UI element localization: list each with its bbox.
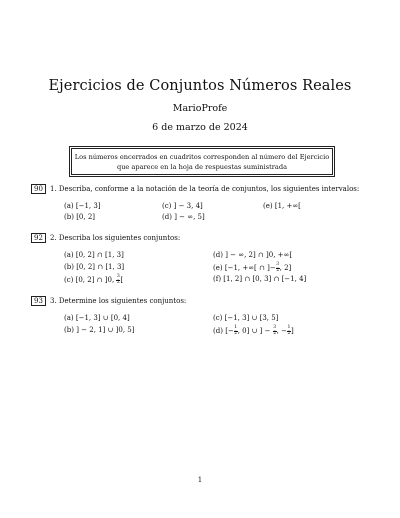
option-expression-end: [ — [120, 276, 124, 285]
fraction-numerator: 3 — [276, 262, 280, 267]
exercise-3-text: 3. Determine los siguientes conjuntos: — [50, 297, 187, 305]
option-expression: [−1, 3] ∪ [0, 4] — [75, 314, 130, 322]
option-expression: [−1, 3] ∪ [3, 5] — [224, 314, 279, 322]
option-label: (c) — [162, 202, 172, 210]
exercise-1-text: 1. Describa, conforme a la notación de la teoría de conjuntos, los siguientes intervalos: — [50, 185, 360, 193]
option-label: (b) — [64, 263, 74, 271]
fraction-denominator: 2 — [234, 330, 238, 336]
option-expression-start: [0, 2] ∩ ]0, — [75, 276, 117, 285]
exercise-1-option-d — [162, 213, 205, 221]
exercise-2-option-e — [213, 263, 291, 273]
document-date: 6 de marzo de 2024 — [152, 122, 248, 133]
exercise-1-box-number: 90 — [31, 184, 46, 194]
exercise-3-option-a — [64, 314, 130, 322]
exercise-3-box-number: 93 — [31, 296, 46, 306]
option-label: (b) — [64, 326, 74, 334]
option-expression: [0, 2] — [76, 213, 96, 221]
exercise-1-option-e — [263, 202, 301, 210]
fraction-numerator: 1 — [287, 325, 291, 330]
option-label: (e) — [263, 202, 273, 210]
exercise-2-box-number: 92 — [31, 233, 46, 243]
option-label: (f) — [213, 275, 222, 283]
notice-line-2: que aparece en la hoja de respuestas suministrada — [116, 163, 288, 171]
option-label: (b) — [64, 213, 74, 221]
option-expression-start: [−1, +∞[ ∩ ]− — [224, 264, 276, 273]
option-expression-end: , 2] — [279, 264, 292, 273]
option-expression: ] − ∞, 5] — [174, 213, 205, 221]
exercise-2-option-d — [213, 251, 292, 259]
fraction-denominator: 2 — [276, 267, 280, 273]
fraction-denominator: 2 — [287, 330, 291, 336]
option-label: (d) — [213, 327, 223, 336]
exercise-2-option-b — [64, 263, 124, 271]
option-expression: [1, 2] ∩ [0, 3] ∩ [−1, 4] — [223, 275, 307, 283]
option-label: (d) — [213, 251, 223, 259]
option-expression: ] − ∞, 2] ∩ ]0, +∞[ — [225, 251, 293, 259]
fraction-numerator: 1 — [234, 325, 238, 330]
exercise-1-option-b — [64, 213, 95, 221]
option-expression-start: [− — [225, 327, 234, 336]
exercise-1-option-a — [64, 202, 101, 210]
fraction-numerator: 3 — [116, 274, 120, 279]
exercise-3-option-d — [213, 326, 294, 336]
option-expression: [−1, 3] — [75, 202, 101, 210]
fraction-numerator: 3 — [273, 325, 277, 330]
exercise-3-option-b — [64, 326, 134, 334]
document-title: Ejercicios de Conjuntos Números Reales — [48, 78, 352, 94]
exercise-2-option-c — [64, 275, 123, 285]
option-expression: [1, +∞[ — [274, 202, 301, 210]
option-expression-end: ] — [290, 327, 294, 336]
fraction-denominator: 2 — [273, 330, 277, 336]
option-expression: ] − 3, 4] — [173, 202, 203, 210]
option-label: (e) — [213, 264, 223, 273]
document-author: MarioProfe — [172, 103, 228, 114]
exercise-1-option-c — [162, 202, 203, 210]
option-label: (a) — [64, 314, 74, 322]
exercise-3-option-c — [213, 314, 278, 322]
option-expression-middle: , 0] ∪ ] − — [237, 327, 273, 336]
option-label: (c) — [213, 314, 223, 322]
exercise-2-option-a — [64, 251, 124, 259]
option-label: (c) — [64, 276, 74, 285]
fraction-denominator: 2 — [116, 279, 120, 285]
option-expression: ] − 2, 1] ∪ ]0, 5] — [76, 326, 135, 334]
page-number: 1 — [197, 476, 203, 484]
option-label: (a) — [64, 202, 74, 210]
option-expression-middle-2: , − — [276, 327, 287, 336]
notice-box — [71, 148, 333, 175]
notice-line-1: Los números encerrados en cuadritos corresponden al número del Ejercicio — [74, 153, 330, 161]
option-expression: [0, 2] ∩ [1, 3] — [76, 263, 125, 271]
exercise-2-text: 2. Describa los siguientes conjuntos: — [50, 234, 181, 242]
exercise-2-option-f — [213, 275, 306, 283]
option-expression: [0, 2] ∩ [1, 3] — [75, 251, 124, 259]
option-label: (d) — [162, 213, 172, 221]
option-label: (a) — [64, 251, 74, 259]
